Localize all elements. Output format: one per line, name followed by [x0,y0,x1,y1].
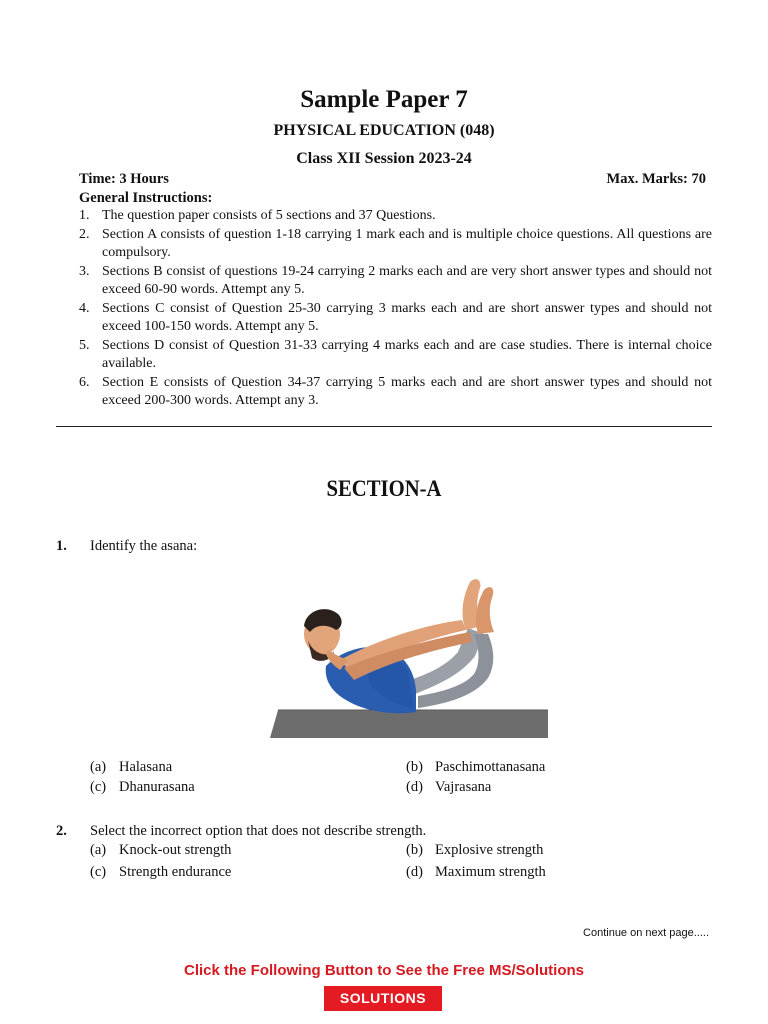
dhanurasana-pose-image [270,568,548,740]
option-text: Knock-out strength [119,842,232,858]
instruction-number: 6. [79,375,90,390]
q1-option-a [90,759,172,776]
instruction-text: Section A consists of question 1-18 carrying 1 mark each and is multiple choice questions. All questions are compulsory. [102,227,712,260]
instruction-number: 1. [79,208,90,223]
option-label: (a) [90,842,107,858]
subject-title: PHYSICAL EDUCATION (048) [273,122,495,139]
instruction-text: Sections B consist of questions 19-24 carrying 2 marks each and are very short answer types and should not exceed 60-90 words. Attempt any 5. [102,264,712,297]
question-2-text: Select the incorrect option that does not describe strength. [90,823,427,839]
section-divider [56,426,712,427]
option-label: (d) [406,864,423,880]
instruction-item [79,374,712,410]
instruction-number: 2. [79,227,90,242]
option-text: Dhanurasana [119,779,195,795]
option-label: (d) [406,779,423,795]
solutions-button[interactable]: SOLUTIONS [324,986,442,1011]
option-label: (b) [406,759,423,775]
q2-option-a [90,842,231,859]
q1-option-d [406,779,491,796]
instruction-text: Section E consists of Question 34-37 carrying 5 marks each and are short answer types and should not exceed 200-300 words. Attempt any 3. [102,375,712,408]
continue-note: Continue on next page..... [583,927,709,939]
session-title: Class XII Session 2023-24 [296,150,472,167]
instructions-list [79,207,712,411]
instruction-text: Sections D consist of Question 31-33 carrying 4 marks each and are case studies. There is internal choice available. [102,338,712,371]
option-label: (c) [90,864,107,880]
option-text: Strength endurance [119,864,232,880]
q1-option-b [406,759,545,776]
option-text: Explosive strength [435,842,544,858]
q2-option-b [406,842,543,859]
option-text: Vajrasana [435,779,492,795]
option-label: (c) [90,779,107,795]
q2-option-c [90,864,231,881]
q1-option-c [90,779,195,796]
instruction-number: 4. [79,301,90,316]
solutions-link-text[interactable]: Click the Following Button to See the Free MS/Solutions [183,962,584,979]
option-label: (a) [90,759,107,775]
instruction-item [79,263,712,299]
section-heading: SECTION-A [326,476,442,501]
q2-option-d [406,864,546,881]
instruction-item [79,226,712,262]
option-text: Paschimottanasana [435,759,546,775]
instructions-heading: General Instructions: [79,190,213,206]
question-2-number: 2. [56,823,67,839]
instruction-number: 5. [79,338,90,353]
time-label: Time: 3 Hours [79,171,169,187]
instruction-item [79,300,712,336]
instruction-number: 3. [79,264,90,279]
instruction-text: The question paper consists of 5 sections and 37 Questions. [102,208,436,223]
instruction-item [79,337,712,373]
instruction-item [79,207,712,225]
option-text: Halasana [119,759,173,775]
instruction-text: Sections C consist of Question 25-30 carrying 3 marks each and are short answer types and should not exceed 100-150 words. Attempt any 5. [102,301,712,334]
option-text: Maximum strength [435,864,546,880]
max-marks-label: Max. Marks: 70 [606,171,706,187]
option-label: (b) [406,842,423,858]
paper-title: Sample Paper 7 [300,86,468,113]
question-1-number: 1. [56,538,67,554]
question-1-text: Identify the asana: [90,538,198,554]
